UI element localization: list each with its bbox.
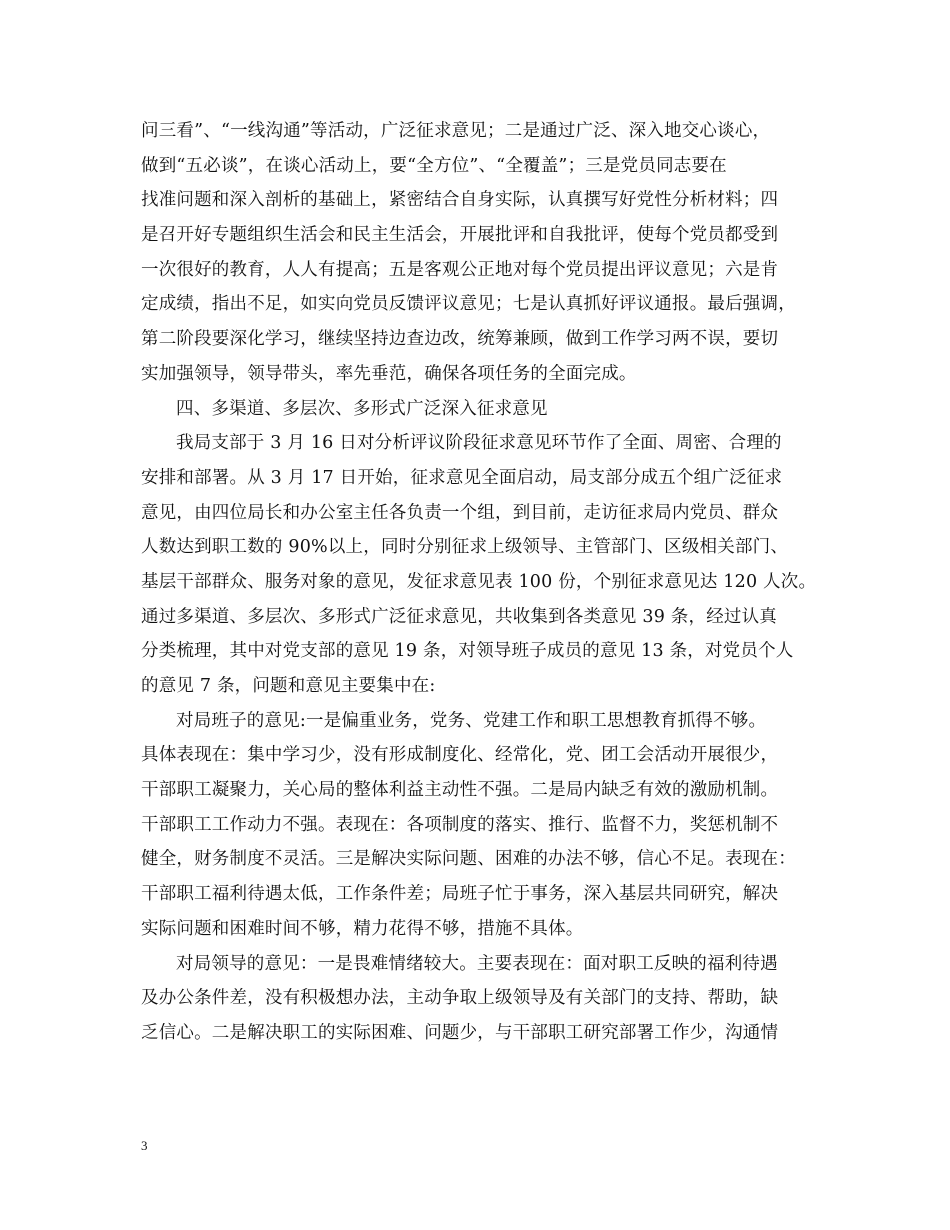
text-line: 安排和部署。从 3 月 17 日开始，征求意见全面启动，局支部分成五个组广泛征求 [141, 467, 783, 488]
text-line: 通过多渠道、多层次、多形式广泛征求意见，共收集到各类意见 39 条，经过认真 [141, 606, 777, 627]
page-number: 3 [141, 1138, 148, 1153]
text-line: 乏信心。二是解决职工的实际困难、问题少，与干部职工研究部署工作少，沟通情 [141, 1022, 779, 1043]
text-line: 问三看”、“一线沟通”等活动，广泛征求意见；二是通过广泛、深入地交心谈心， [141, 121, 771, 141]
text-line: 实加强领导，领导带头，率先垂范，确保各项任务的全面完成。 [141, 363, 637, 384]
text-line: 实际问题和困难时间不够，精力花得不够，措施不具体。 [141, 918, 584, 939]
text-line: 具体表现在：集中学习少，没有形成制度化、经常化，党、团工会活动开展很少， [141, 745, 779, 766]
text-line: 基层干部群众、服务对象的意见，发征求意见表 100 份，个别征求意见达 120 人次。 [141, 571, 817, 592]
text-line: 定成绩，指出不足，如实向党员反馈评议意见；七是认真抓好评议通报。最后强调， [141, 294, 796, 315]
text-line: 做到“五必谈”，在谈心活动上，要“全方位”、“全覆盖”；三是党员同志要在 [141, 155, 727, 176]
text-line: 的意见 7 条，问题和意见主要集中在: [141, 676, 436, 696]
text-line: 健全，财务制度不灵活。三是解决实际问题、困难的办法不够，信心不足。表现在： [141, 849, 796, 870]
text-line: 干部职工福利待遇太低，工作条件差；局班子忙于事务，深入基层共同研究，解决 [141, 884, 779, 905]
text-line: 人数达到职工数的 90%以上，同时分别征求上级领导、主管部门、区级相关部门、 [141, 537, 789, 558]
paragraph-first-line: 对局班子的意见:一是偏重业务，党务、党建工作和职工思想教育抓得不够。 [176, 710, 767, 731]
text-line: 找准问题和深入剖析的基础上，紧密结合自身实际，认真撰写好党性分析材料；四 [141, 190, 779, 211]
paragraph-first-line: 对局领导的意见：一是畏难情绪较大。主要表现在：面对职工反映的福利待遇 [176, 953, 778, 974]
paragraph-first-line: 四、多渠道、多层次、多形式广泛深入征求意见 [176, 398, 548, 419]
text-line: 意见，由四位局长和办公室主任各负责一个组，到目前，走访征求局内党员、群众 [141, 502, 779, 523]
text-line: 及办公条件差，没有积极想办法，主动争取上级领导及有关部门的支持、帮助，缺 [141, 988, 779, 1009]
text-line: 一次很好的教育，人人有提高；五是客观公正地对每个党员提出评议意见；六是肯 [141, 259, 779, 280]
text-line: 干部职工工作动力不强。表现在：各项制度的落实、推行、监督不力，奖惩机制不 [141, 814, 779, 835]
paragraph-first-line: 我局支部于 3 月 16 日对分析评议阶段征求意见环节作了全面、周密、合理的 [176, 433, 782, 454]
text-line: 是召开好专题组织生活会和民主生活会，开展批评和自我批评，使每个党员都受到 [141, 225, 779, 246]
text-line: 干部职工凝聚力，关心局的整体利益主动性不强。二是局内缺乏有效的激励机制。 [141, 780, 779, 801]
document-body [141, 114, 831, 1051]
text-line: 分类梳理，其中对党支部的意见 19 条，对领导班子成员的意见 13 条，对党员个人 [141, 641, 794, 662]
text-line: 第二阶段要深化学习，继续坚持边查边改，统筹兼顾，做到工作学习两不误，要切 [141, 329, 779, 350]
